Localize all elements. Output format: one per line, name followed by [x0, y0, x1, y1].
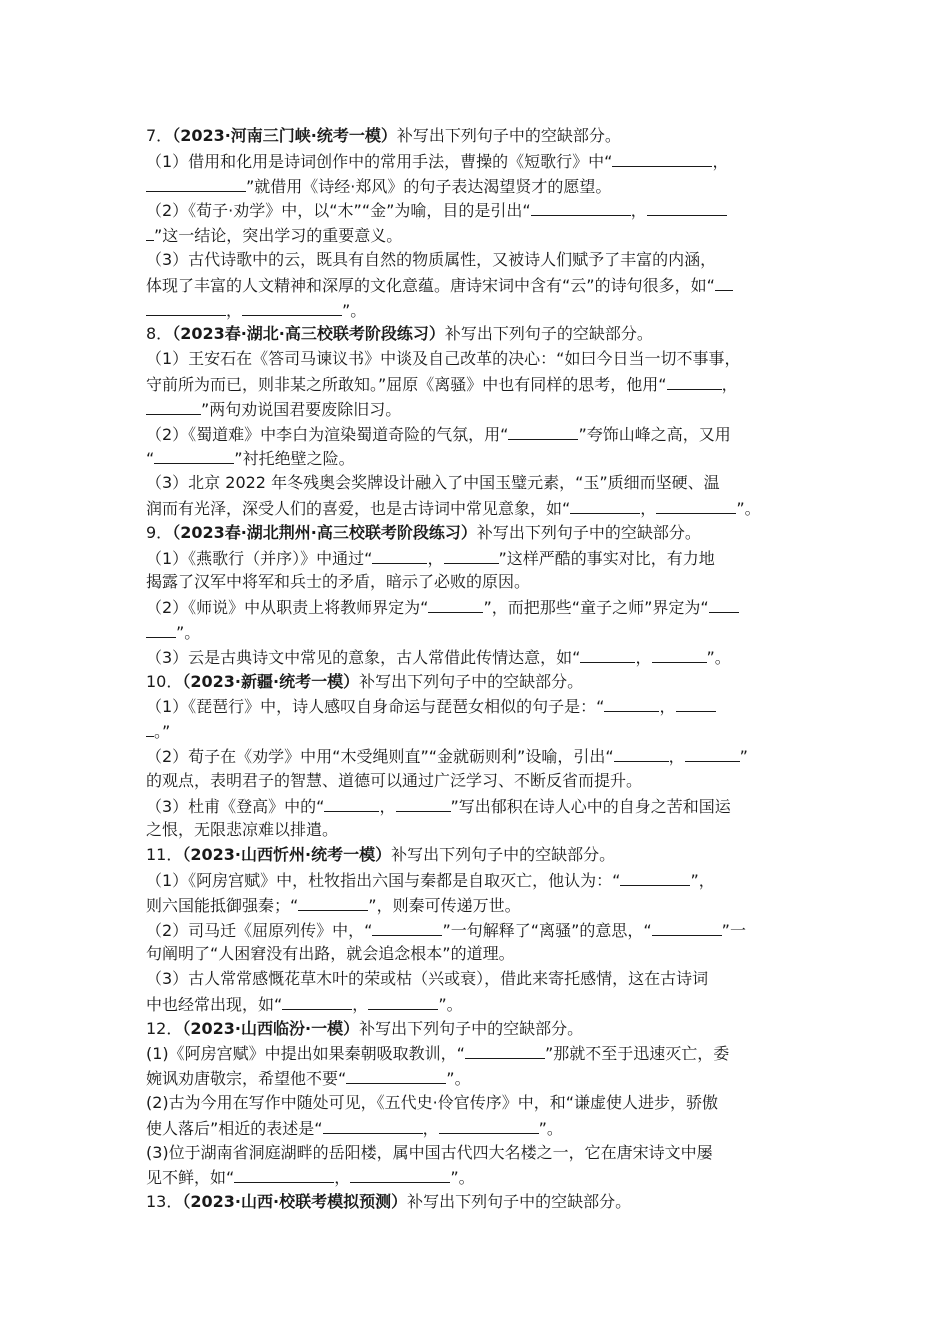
answer-blank[interactable] — [667, 372, 722, 390]
answer-blank[interactable] — [368, 992, 438, 1010]
question-10-line: 。” — [146, 719, 808, 744]
question-7-header: 7．（2023·河南三门峡·统考一模）补写出下列句子中的空缺部分。 — [146, 126, 621, 145]
answer-blank[interactable] — [346, 1066, 446, 1084]
question-9-line: （1）《燕歌行（并序）》中通过“ ， ”这样严酷的事实对比，有力地 — [146, 546, 808, 571]
answer-blank[interactable] — [612, 149, 712, 167]
answer-blank[interactable] — [372, 918, 442, 936]
question-11-header: 11．（2023·山西忻州·统考一模）补写出下列句子中的空缺部分。 — [146, 845, 616, 865]
answer-blank[interactable] — [396, 794, 451, 812]
answer-blank[interactable] — [465, 1041, 545, 1059]
question-12-line: (3)位于湖南省洞庭湖畔的岳阳楼，属中国古代四大名楼之一，它在唐宋诗文中屡 — [146, 1142, 713, 1162]
question-11-line: （2）司马迁《屈原列传》中，“ ”一句解释了“离骚”的意思，“ ”一 — [146, 918, 808, 943]
answer-blank[interactable] — [146, 397, 201, 415]
answer-blank[interactable] — [372, 546, 427, 564]
answer-blank[interactable] — [709, 595, 739, 613]
answer-blank[interactable] — [508, 422, 578, 440]
answer-blank[interactable] — [428, 595, 483, 613]
question-8-line: “ ”衬托绝壁之险。 — [146, 446, 808, 471]
answer-blank[interactable] — [323, 1116, 423, 1134]
answer-blank[interactable] — [652, 918, 722, 936]
answer-blank[interactable] — [146, 719, 154, 737]
question-11-line: 中也经常出现，如“ ， ”。 — [146, 992, 808, 1017]
question-10-line: 的观点，表明君子的智慧、道德可以通过广泛学习、不断反省而提升。 — [146, 770, 643, 790]
question-12-line: (1)《阿房宫赋》中提出如果秦朝吸取教训，“ ”那就不至于迅速灭亡，委 — [146, 1041, 808, 1066]
question-11-line: 句阐明了“人困窘没有出路，就会追念根本”的道理。 — [146, 944, 515, 964]
answer-blank[interactable] — [685, 744, 740, 762]
question-7-line: ”就借用《诗经·郑风》的句子表达渴望贤才的愿望。 — [146, 174, 808, 199]
answer-blank[interactable] — [715, 273, 733, 291]
answer-blank[interactable] — [620, 868, 690, 886]
answer-blank[interactable] — [652, 645, 707, 663]
question-11-line: （1）《阿房宫赋》中，杜牧指出六国与秦都是自取灭亡，他认为：“ ”， — [146, 868, 808, 893]
question-9-line: ”。 — [146, 620, 808, 645]
question-12-line: 婉讽劝唐敬宗，希望他不要“ ”。 — [146, 1066, 808, 1091]
answer-blank[interactable] — [604, 694, 659, 712]
question-7-line: （3）古代诗歌中的云，既具有自然的物质属性，又被诗人们赋予了丰富的内涵， — [146, 249, 717, 269]
answer-blank[interactable] — [324, 794, 379, 812]
answer-blank[interactable] — [146, 223, 154, 241]
question-8-line: （3）北京 2022 年冬残奥会奖牌设计融入了中国玉璧元素，“玉”质细而坚硬、温 — [146, 473, 720, 493]
answer-blank[interactable] — [580, 645, 635, 663]
answer-blank[interactable] — [676, 694, 716, 712]
question-13-header: 13．（2023·山西·校联考模拟预测）补写出下列句子中的空缺部分。 — [146, 1192, 632, 1212]
question-12-line: (2)古为今用在写作中随处可见，《五代史·伶官传序》中，和“谦虚使人进步，骄傲 — [146, 1093, 719, 1113]
answer-blank[interactable] — [282, 992, 352, 1010]
question-8-line: （2）《蜀道难》中李白为渲染蜀道奇险的气氛，用“ ”夸饰山峰之高，又用 — [146, 422, 808, 447]
answer-blank[interactable] — [146, 298, 226, 316]
question-8-header: 8．（2023春·湖北·高三校联考阶段练习）补写出下列句子的空缺部分。 — [146, 324, 653, 344]
answer-blank[interactable] — [439, 1116, 539, 1134]
question-9-line: 揭露了汉军中将军和兵士的矛盾，暗示了必败的原因。 — [146, 572, 531, 592]
question-8-line: （1）王安石在《答司马谏议书》中谈及自己改革的决心：“如曰今日当一切不事事， — [146, 349, 741, 369]
question-11-line: 则六国能抵御强秦；“ ”，则秦可传递万世。 — [146, 893, 808, 918]
answer-blank[interactable] — [298, 893, 368, 911]
question-8-line: ”两句劝说国君要废除旧习。 — [146, 397, 808, 422]
answer-blank[interactable] — [647, 198, 727, 216]
question-8-line: 守前所为而已，则非某之所敢知。”屈原《离骚》中也有同样的思考，他用“ ， — [146, 372, 808, 397]
question-11-line: （3）古人常常感慨花草木叶的荣或枯（兴或衰），借此来寄托感情，这在古诗词 — [146, 969, 709, 989]
question-10-line: （1）《琵琶行》中，诗人感叹自身命运与琵琶女相似的句子是：“ ， — [146, 694, 808, 719]
answer-blank[interactable] — [531, 198, 631, 216]
question-7-line: （2）《荀子·劝学》中，以“木”“金”为喻，目的是引出“ ， — [146, 198, 808, 223]
question-12-line: 见不鲜，如“ ， ”。 — [146, 1165, 808, 1190]
answer-blank[interactable] — [444, 546, 499, 564]
answer-blank[interactable] — [570, 496, 640, 514]
answer-blank[interactable] — [614, 744, 669, 762]
answer-blank[interactable] — [242, 298, 342, 316]
answer-blank[interactable] — [146, 174, 246, 192]
question-8-line: 润而有光泽，深受人们的喜爱，也是古诗词中常见意象，如“ ， ”。 — [146, 496, 808, 521]
answer-blank[interactable] — [154, 446, 234, 464]
question-9-line: （3）云是古典诗文中常见的意象，古人常借此传情达意，如“ ， ”。 — [146, 645, 808, 670]
question-7-line: 体现了丰富的人文精神和深厚的文化意蕴。唐诗宋词中含有“云”的诗句很多，如“ — [146, 273, 808, 298]
answer-blank[interactable] — [656, 496, 736, 514]
question-10-line: 之恨，无限悲凉难以排遣。 — [146, 820, 339, 840]
answer-blank[interactable] — [146, 620, 176, 638]
question-7-line: ”这一结论，突出学习的重要意义。 — [146, 223, 808, 248]
question-12-line: 使人落后”相近的表述是“ ， ”。 — [146, 1116, 808, 1141]
question-10-header: 10．（2023·新疆·统考一模）补写出下列句子中的空缺部分。 — [146, 671, 584, 691]
question-9-line: （2）《师说》中从职责上将教师界定为“ ”，而把那些“童子之师”界定为“ — [146, 595, 808, 620]
question-12-header: 12．（2023·山西临汾·一模）补写出下列句子中的空缺部分。 — [146, 1018, 584, 1038]
question-9-header: 9．（2023春·湖北荆州·高三校联考阶段练习）补写出下列句子中的空缺部分。 — [146, 522, 701, 542]
question-7-line: （1）借用和化用是诗词创作中的常用手法，曹操的《短歌行》中“ ， — [146, 149, 808, 174]
question-10-line: （2）荀子在《劝学》中用“木受绳则直”“金就砺则利”设喻，引出“ ， ” — [146, 744, 808, 769]
answer-blank[interactable] — [234, 1165, 334, 1183]
answer-blank[interactable] — [350, 1165, 450, 1183]
question-7-line: ， ”。 — [146, 298, 808, 323]
document-page — [146, 124, 808, 1215]
question-10-line: （3）杜甫《登高》中的“ ， ”写出郁积在诗人心中的自身之苦和国运 — [146, 794, 808, 819]
